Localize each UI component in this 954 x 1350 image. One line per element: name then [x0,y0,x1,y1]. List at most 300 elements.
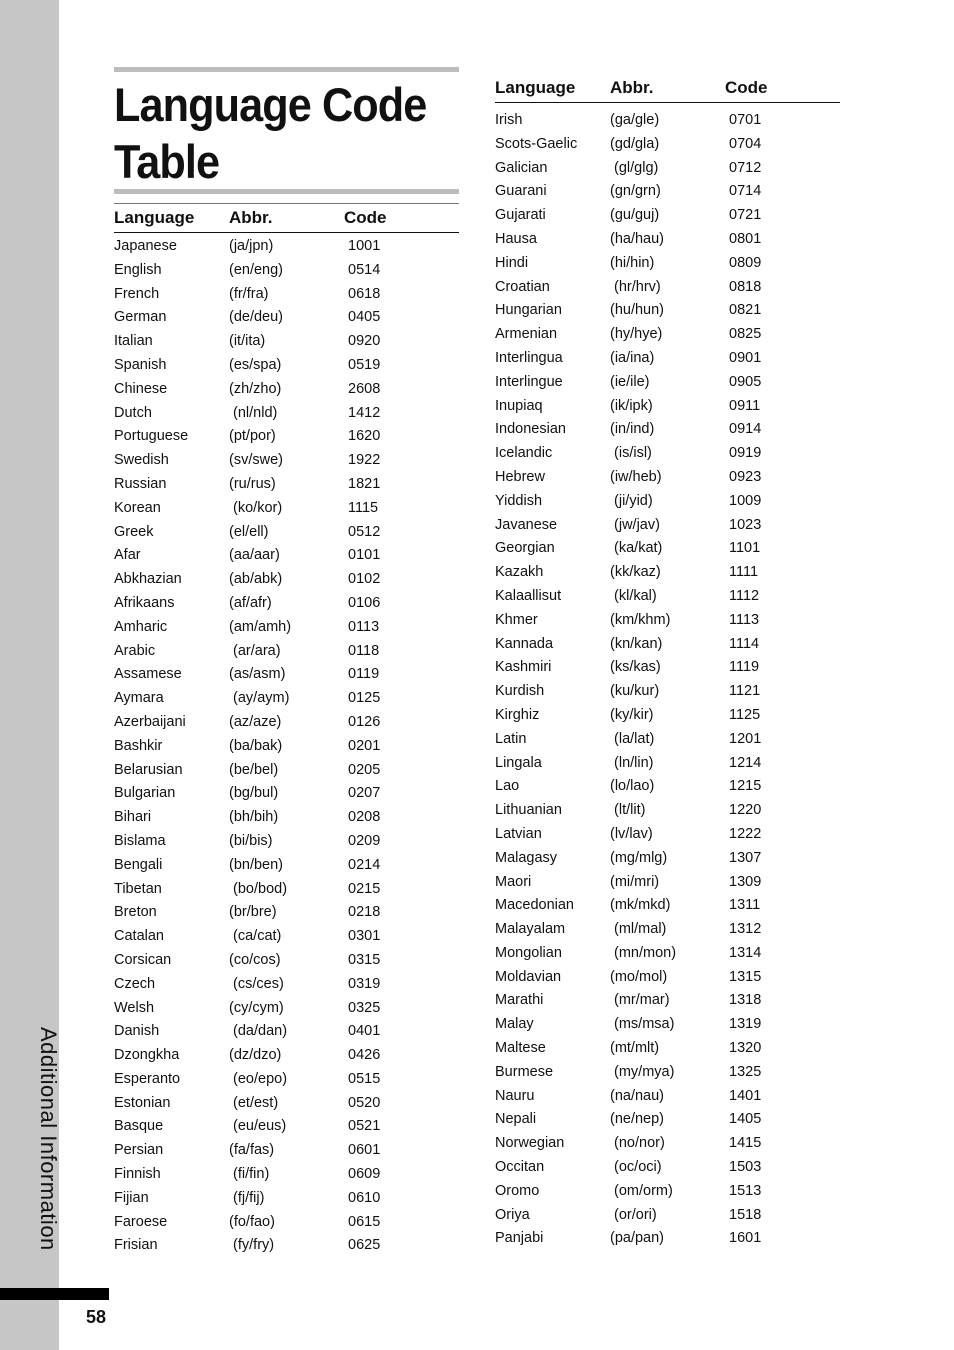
abbr-cell: (en/eng) [229,261,284,278]
language-cell: English [114,261,162,278]
abbr-cell: (am/amh) [229,618,292,635]
table-row [495,1201,840,1225]
code-cell: 0102 [348,571,381,588]
abbr-cell: (ja/jpn) [229,238,274,254]
code-cell: 0615 [348,1213,381,1230]
table-row [114,232,459,256]
abbr-cell: (ie/ile) [610,373,650,390]
code-cell: 1111 [729,564,759,581]
code-cell: 0618 [348,285,381,302]
code-cell: 1325 [729,1063,762,1080]
table-row [495,368,840,392]
code-cell: 1415 [729,1135,762,1152]
table-row [114,399,459,423]
abbr-cell: (hu/hun) [610,302,665,319]
code-cell: 0601 [348,1142,381,1159]
abbr-cell: (gd/gla) [610,135,660,152]
language-cell: Persian [114,1142,164,1159]
table-row [114,280,459,304]
language-cell: Latin [495,730,527,747]
language-cell: Finnish [114,1166,161,1183]
language-cell: Hungarian [495,302,562,319]
abbr-cell: (hy/hye) [610,326,663,343]
abbr-cell: (kl/kal) [610,587,657,604]
code-cell: 0905 [729,373,762,390]
table-row [114,1231,459,1255]
table-row [495,1177,840,1201]
abbr-cell: (fa/fas) [229,1142,275,1159]
language-cell: Galician [495,159,548,176]
abbr-cell: (no/nor) [610,1135,665,1152]
section-label: Additional Information [36,1027,61,1251]
abbr-cell: (gu/guj) [610,207,660,224]
abbr-cell: (na/nau) [610,1087,665,1104]
abbr-cell: (fj/fij) [229,1189,265,1206]
table-row [114,613,459,637]
abbr-cell: (is/isl) [610,445,652,462]
language-cell: Afar [114,547,141,564]
code-cell: 0319 [348,975,381,992]
table-row [114,1160,459,1184]
code-cell: 1412 [348,404,381,421]
header-abbr: Abbr. [610,78,654,97]
abbr-cell: (ik/ipk) [610,397,653,414]
table-row [495,606,840,630]
code-cell: 0809 [729,254,762,271]
language-cell: Croatian [495,278,550,295]
table-row [114,851,459,875]
abbr-cell: (pt/por) [229,428,276,445]
code-cell: 0714 [729,183,762,200]
code-cell: 0825 [729,326,762,343]
code-cell: 1115 [348,499,379,516]
table-row [114,1041,459,1065]
header-abbr: Abbr. [229,208,273,227]
table-row [495,653,840,677]
language-cell: Dzongkha [114,1047,180,1064]
code-cell: 1001 [348,238,381,254]
language-cell: Arabic [114,642,156,659]
abbr-cell: (ji/yid) [610,492,653,509]
table-row [114,494,459,518]
language-cell: Kannada [495,635,554,652]
code-cell: 0914 [729,421,762,438]
code-cell: 0208 [348,809,381,826]
abbr-cell: (ba/bak) [229,737,283,754]
abbr-cell: (ku/kur) [610,683,660,700]
code-cell: 0514 [348,261,381,278]
language-cell: Indonesian [495,421,566,438]
abbr-cell: (af/afr) [229,594,272,611]
table-row [114,351,459,375]
table-row [114,303,459,327]
code-cell: 0315 [348,951,381,968]
language-cell: Georgian [495,540,555,557]
table-row [495,296,840,320]
table-row [495,963,840,987]
language-cell: Guarani [495,183,547,200]
table-row [495,106,840,130]
code-cell: 0923 [729,468,762,485]
abbr-cell: (it/ita) [229,333,266,350]
table-row [114,827,459,851]
table-row [495,1153,840,1177]
language-cell: Kazakh [495,564,544,581]
language-cell: Malagasy [495,849,558,866]
code-cell: 0119 [348,666,380,683]
code-cell: 0126 [348,713,381,730]
language-cell: Burmese [495,1063,554,1080]
code-cell: 1319 [729,1016,762,1033]
code-cell: 0113 [348,618,380,635]
abbr-cell: (fy/fry) [229,1237,275,1254]
table-row [114,446,459,470]
abbr-cell: (de/deu) [229,309,284,326]
language-cell: Oromo [495,1182,540,1199]
table-row [495,986,840,1010]
table-row [114,1136,459,1160]
abbr-cell: (lt/lit) [610,802,646,819]
table-row [495,177,840,201]
table-row [114,732,459,756]
table-row [114,946,459,970]
code-cell: 0920 [348,333,381,350]
table-row [114,422,459,446]
code-cell: 1201 [729,730,762,747]
abbr-cell: (oc/oci) [610,1159,662,1176]
table-row [495,1010,840,1034]
table-row [114,470,459,494]
language-cell: Interlingua [495,349,563,366]
abbr-cell: (ka/kat) [610,540,663,557]
abbr-cell: (my/mya) [610,1063,675,1080]
abbr-cell: (ga/gle) [610,112,660,128]
code-cell: 0625 [348,1237,381,1254]
language-cell: Danish [114,1023,160,1040]
abbr-cell: (et/est) [229,1094,279,1111]
code-cell: 0911 [729,397,761,414]
language-cell: Frisian [114,1237,158,1254]
language-cell: Lingala [495,754,542,771]
code-cell: 0521 [348,1118,381,1135]
left-table-body [114,232,459,1255]
language-cell: Basque [114,1118,164,1135]
language-cell: Hebrew [495,468,545,485]
abbr-cell: (cy/cym) [229,999,284,1016]
language-cell: Kurdish [495,683,545,700]
abbr-cell: (mt/mlt) [610,1040,660,1057]
code-cell: 0426 [348,1047,381,1064]
language-cell: Afrikaans [114,594,175,611]
code-cell: 0704 [729,135,762,152]
language-cell: Czech [114,975,156,992]
abbr-cell: (el/ell) [229,523,269,540]
code-cell: 1401 [729,1087,762,1104]
code-cell: 1112 [729,587,760,604]
code-cell: 1119 [729,659,760,676]
abbr-cell: (hi/hin) [610,254,655,271]
language-cell: Korean [114,499,161,516]
table-row [495,1224,840,1248]
table-row [495,701,840,725]
code-cell: 1113 [729,611,760,628]
header-code: Code [344,208,387,227]
abbr-cell: (mn/mon) [610,944,677,961]
abbr-cell: (eo/epo) [229,1070,288,1087]
code-cell: 1922 [348,452,381,469]
language-cell: Belarusian [114,761,183,778]
table-row [114,637,459,661]
abbr-cell: (ms/msa) [610,1016,675,1033]
table-row [495,392,840,416]
language-cell: Lithuanian [495,802,562,819]
language-cell: Fijian [114,1189,149,1206]
code-cell: 0201 [348,737,381,754]
code-cell: 0218 [348,904,381,921]
language-cell: Bislama [114,832,166,849]
language-cell: Malayalam [495,921,566,938]
language-cell: Azerbaijani [114,713,186,730]
code-cell: 0325 [348,999,381,1016]
abbr-cell: (kk/kaz) [610,564,661,581]
language-cell: Javanese [495,516,558,533]
table-row [495,534,840,558]
abbr-cell: (la/lat) [610,730,655,747]
code-cell: 1309 [729,873,762,890]
language-cell: Icelandic [495,445,553,462]
abbr-cell: (sv/swe) [229,452,283,469]
code-cell: 0609 [348,1166,381,1183]
language-cell: Maori [495,873,532,890]
table-row [114,541,459,565]
language-cell: Bashkir [114,737,163,754]
code-cell: 0207 [348,785,381,802]
abbr-cell: (iw/heb) [610,468,662,485]
language-cell: Marathi [495,992,544,1009]
code-cell: 1315 [729,968,762,985]
language-cell: Interlingue [495,373,563,390]
abbr-cell: (pa/pan) [610,1230,665,1247]
code-cell: 0712 [729,159,762,176]
table-row [114,1208,459,1232]
language-cell: Bulgarian [114,785,176,802]
table-row [114,708,459,732]
code-cell: 1222 [729,825,762,842]
code-cell: 0610 [348,1189,381,1206]
language-cell: Malay [495,1016,534,1033]
language-cell: Swedish [114,452,169,469]
code-cell: 1320 [729,1040,762,1057]
table-row [495,1034,840,1058]
abbr-cell: (hr/hrv) [610,278,661,295]
language-cell: Kashmiri [495,659,552,676]
abbr-cell: (aa/aar) [229,547,280,564]
language-cell: Portuguese [114,428,189,445]
table-row [495,273,840,297]
code-cell: 0214 [348,856,381,873]
code-cell: 0821 [729,302,762,319]
language-cell: Japanese [114,238,177,254]
title-rule-bottom [114,189,459,194]
table-row [495,939,840,963]
code-cell: 1220 [729,802,762,819]
code-cell: 0301 [348,928,381,945]
language-cell: Maltese [495,1040,546,1057]
code-cell: 1513 [729,1182,762,1199]
abbr-cell: (bo/bod) [229,880,288,897]
code-cell: 0101 [348,547,381,564]
code-cell: 0701 [729,112,762,128]
abbr-cell: (eu/eus) [229,1118,287,1135]
abbr-cell: (mk/mkd) [610,897,671,914]
table-row [495,868,840,892]
abbr-cell: (ne/nep) [610,1111,665,1128]
language-cell: Gujarati [495,207,546,224]
language-cell: Welsh [114,999,155,1016]
table-row [114,256,459,280]
table-row [495,415,840,439]
table-row [495,772,840,796]
code-cell: 1620 [348,428,381,445]
language-cell: Italian [114,333,153,350]
code-cell: 1821 [348,475,381,492]
abbr-cell: (km/khm) [610,611,671,628]
code-cell: 1125 [729,706,761,723]
page-title [114,76,431,190]
right-table-header [495,74,840,103]
language-cell: Esperanto [114,1070,181,1087]
language-cell: Bengali [114,856,163,873]
table-row [495,511,840,535]
code-cell: 0515 [348,1070,381,1087]
table-row [114,875,459,899]
code-cell: 1101 [729,540,761,557]
language-cell: Lao [495,778,520,795]
abbr-cell: (es/spa) [229,356,282,373]
table-row [495,344,840,368]
abbr-cell: (ml/mal) [610,921,667,938]
language-cell: Irish [495,112,523,128]
table-row [495,891,840,915]
abbr-cell: (ia/ina) [610,349,655,366]
header-code: Code [725,78,768,97]
table-row [114,565,459,589]
language-cell: Yiddish [495,492,543,509]
language-cell: Catalan [114,928,164,945]
code-cell: 1601 [729,1230,762,1247]
code-cell: 0209 [348,832,381,849]
abbr-cell: (ab/abk) [229,571,283,588]
table-row [495,844,840,868]
abbr-cell: (da/dan) [229,1023,288,1040]
table-row [495,1082,840,1106]
header-language: Language [114,208,195,227]
abbr-cell: (bn/ben) [229,856,284,873]
table-row [114,1089,459,1113]
table-row [114,779,459,803]
table-row [114,375,459,399]
code-cell: 1503 [729,1159,762,1176]
abbr-cell: (ln/lin) [610,754,654,771]
table-row [495,225,840,249]
abbr-cell: (fo/fao) [229,1213,275,1230]
language-cell: Spanish [114,356,167,373]
abbr-cell: (co/cos) [229,951,281,968]
abbr-cell: (mo/mol) [610,968,668,985]
language-cell: Latvian [495,825,542,842]
code-cell: 1311 [729,897,761,914]
table-row [114,518,459,542]
language-cell: Kirghiz [495,706,540,723]
abbr-cell: (ky/kir) [610,706,654,723]
title-rule-top [114,67,459,72]
code-cell: 0118 [348,642,380,659]
table-row [114,327,459,351]
code-cell: 0205 [348,761,381,778]
table-row [114,1017,459,1041]
code-cell: 0721 [729,207,762,224]
language-cell: Khmer [495,611,538,628]
language-cell: Dutch [114,404,152,421]
abbr-cell: (ko/kor) [229,499,283,516]
language-cell: Norwegian [495,1135,565,1152]
language-cell: Corsican [114,951,172,968]
abbr-cell: (or/ori) [610,1206,657,1223]
table-row [495,439,840,463]
language-cell: Macedonian [495,897,574,914]
table-row [114,684,459,708]
abbr-cell: (lv/lav) [610,825,653,842]
table-row [114,660,459,684]
code-cell: 0512 [348,523,381,540]
code-cell: 0919 [729,445,762,462]
page-title-line1: Language Code [114,78,427,131]
table-row [495,1105,840,1129]
code-cell: 0519 [348,356,381,373]
abbr-cell: (zh/zho) [229,380,282,397]
abbr-cell: (br/bre) [229,904,277,921]
abbr-cell: (gn/grn) [610,183,661,200]
page-title-line2: Table [114,135,220,188]
code-cell: 0801 [729,230,762,247]
table-row [495,154,840,178]
code-cell: 0520 [348,1094,381,1111]
table-row [114,1184,459,1208]
language-cell: Scots-Gaelic [495,135,578,152]
language-cell: Russian [114,475,167,492]
code-cell: 1215 [729,778,762,795]
abbr-cell: (nl/nld) [229,404,278,421]
table-row [114,756,459,780]
table-row [114,589,459,613]
table-row [495,749,840,773]
code-cell: 1121 [729,683,761,700]
abbr-cell: (mi/mri) [610,873,660,890]
abbr-cell: (bi/bis) [229,832,273,849]
language-cell: Armenian [495,326,558,343]
table-row [495,130,840,154]
table-row [495,558,840,582]
abbr-cell: (gl/glg) [610,159,659,176]
code-cell: 1114 [729,635,760,652]
language-cell: Assamese [114,666,182,683]
table-row [495,1129,840,1153]
language-cell: Chinese [114,380,168,397]
language-cell: Nauru [495,1087,535,1104]
abbr-cell: (om/orm) [610,1182,673,1199]
code-cell: 1518 [729,1206,762,1223]
abbr-cell: (bg/bul) [229,785,279,802]
